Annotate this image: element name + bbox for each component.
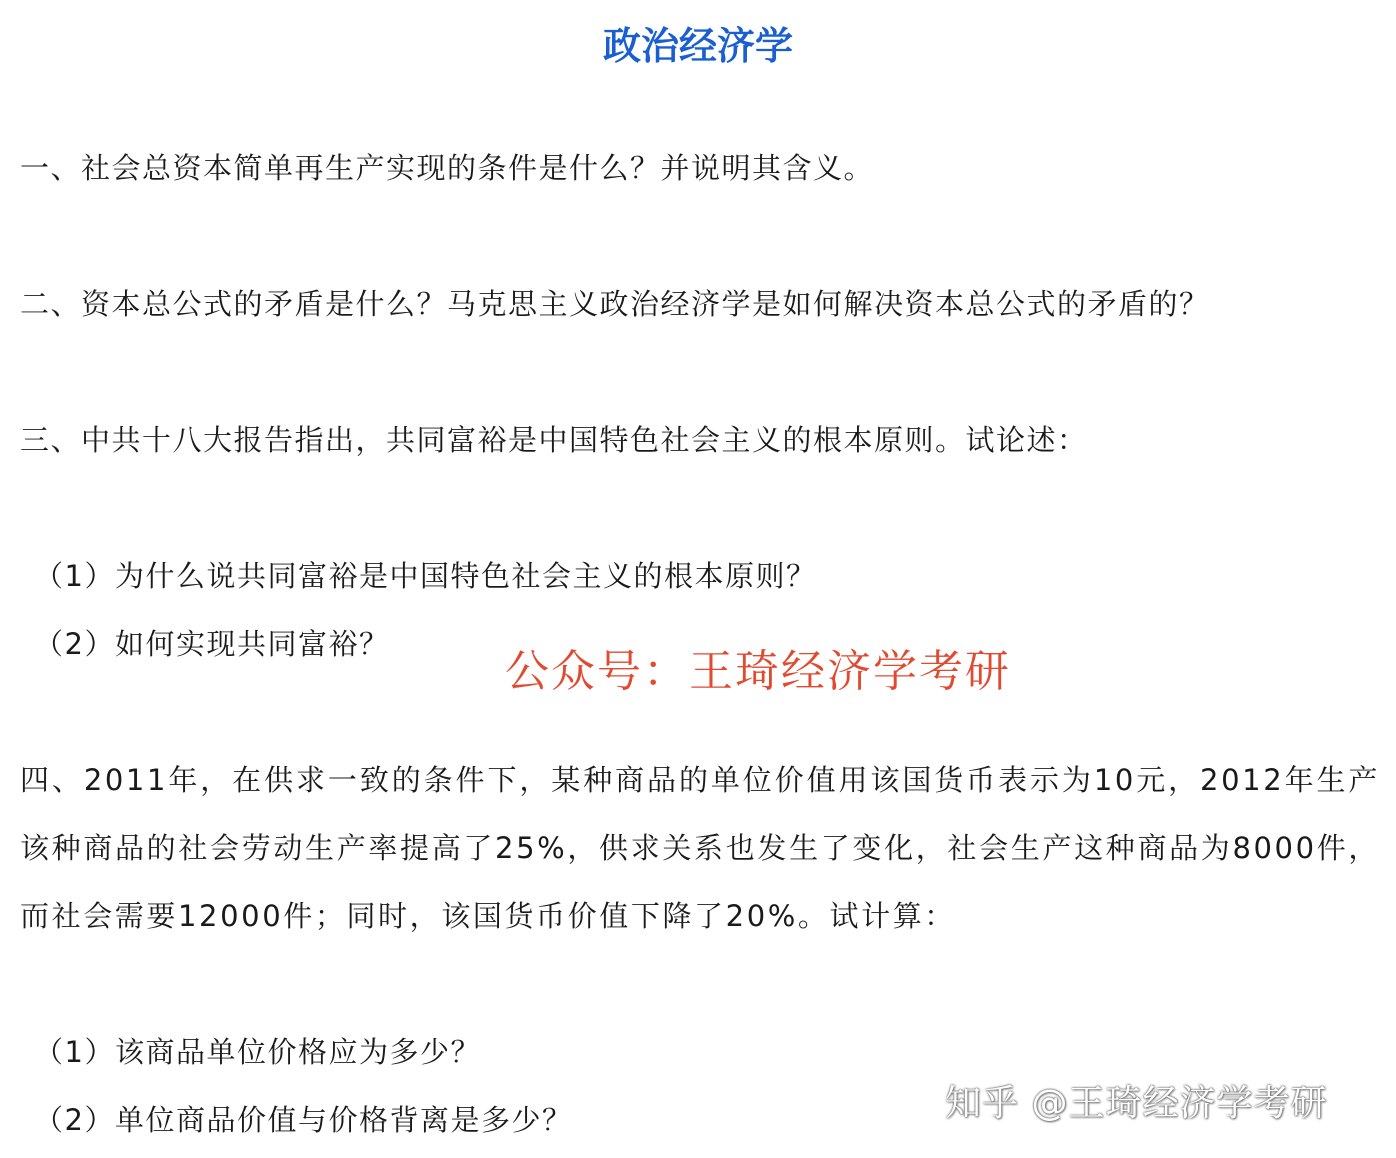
question-3-sub-1: （1）为什么说共同富裕是中国特色社会主义的根本原则？ [34,559,817,593]
question-2: 二、资本总公式的矛盾是什么？马克思主义政治经济学是如何解决资本总公式的矛盾的？ [20,287,1210,321]
question-4-sub-2: （2）单位商品价值与价格背离是多少？ [34,1103,573,1137]
question-1: 一、社会总资本简单再生产实现的条件是什么？并说明其含义。 [20,151,875,185]
zhihu-watermark: 知乎 @王琦经济学考研 [945,1083,1328,1124]
wechat-account-watermark: 公众号：王琦经济学考研 [505,646,1011,697]
question-4: 四、2011年，在供求一致的条件下，某种商品的单位价值用该国货币表示为10元，2012年生产该种商品的社会劳动生产率提高了25%，供求关系也发生了变化，社会生产这种商品为8000件，而社会需要12000件；同时，该国货币价值下降了20%。试计算： [20,763,1380,933]
question-3-sub-2: （2）如何实现共同富裕？ [34,627,390,661]
question-4-sub-1: （1）该商品单位价格应为多少？ [34,1035,481,1069]
document-title: 政治经济学 [602,24,793,68]
question-3: 三、中共十八大报告指出，共同富裕是中国特色社会主义的根本原则。试论述： [20,423,1088,457]
